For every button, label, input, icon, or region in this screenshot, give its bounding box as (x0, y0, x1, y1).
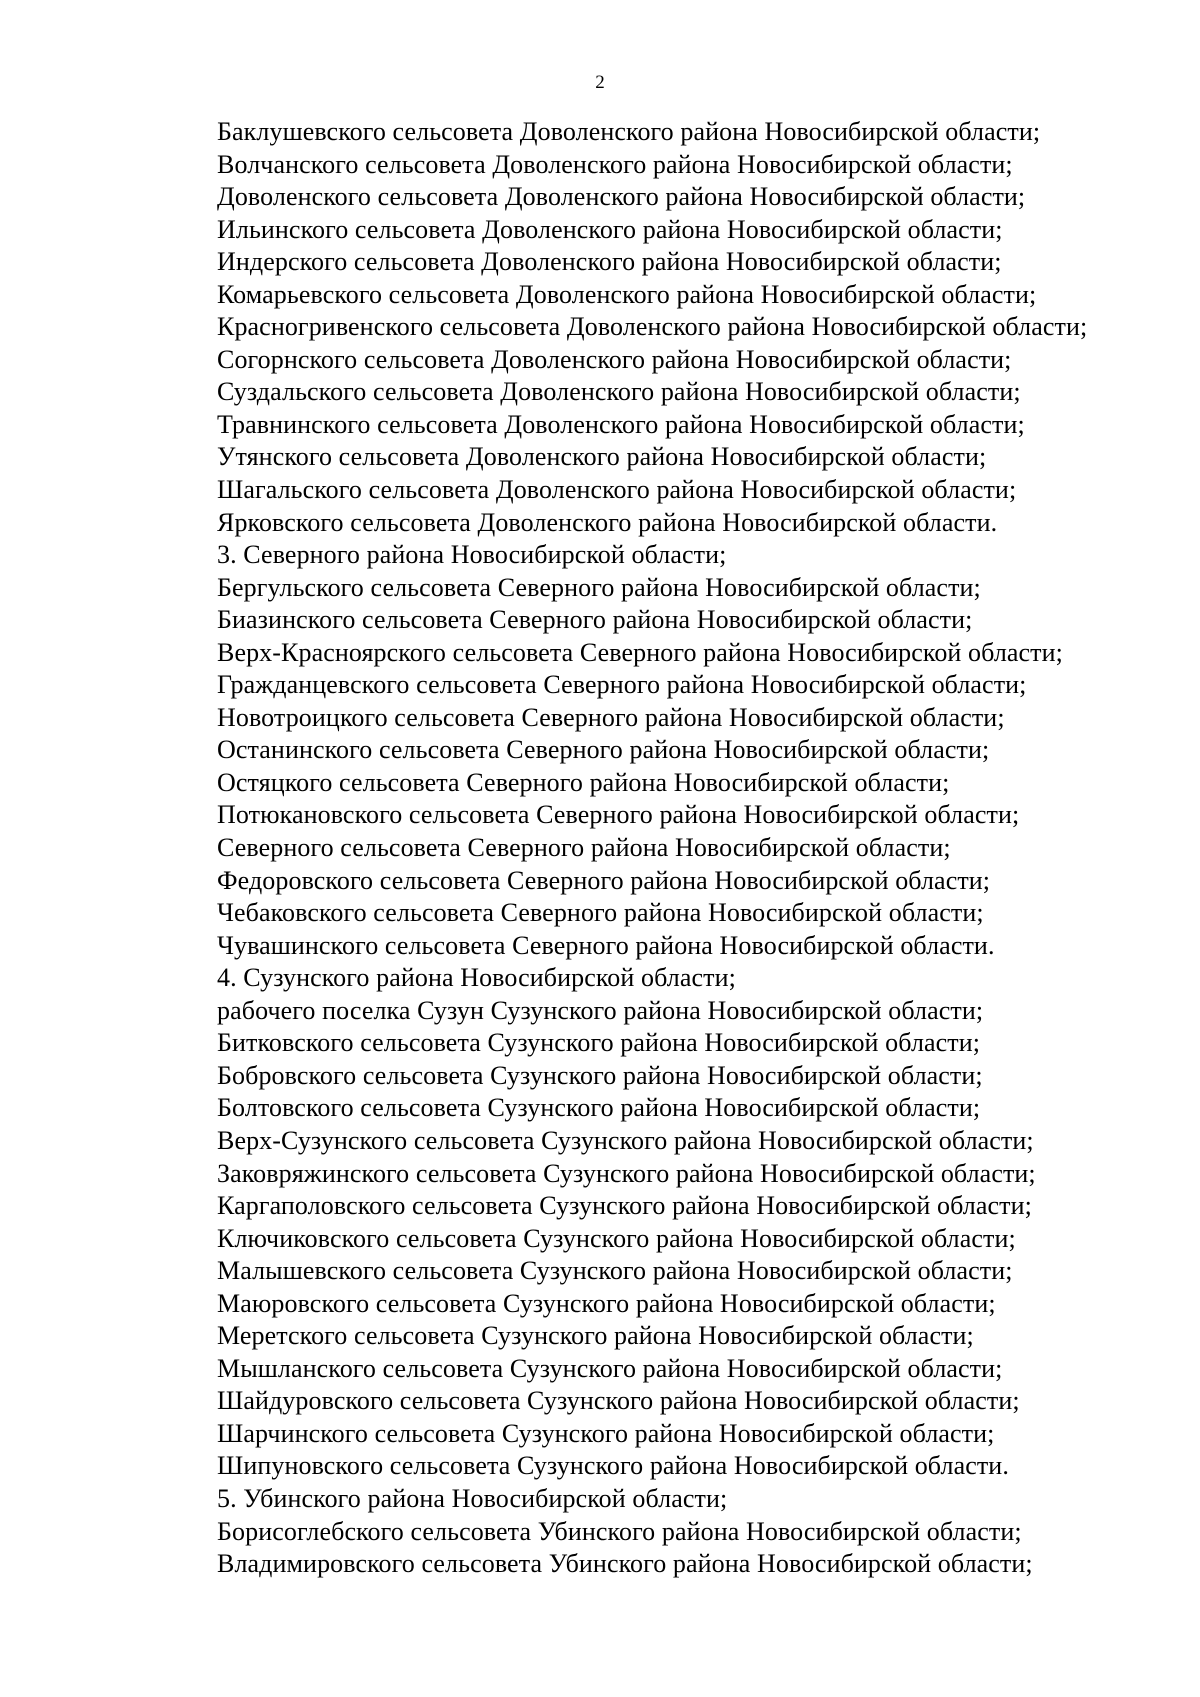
list-item: Шагальского сельсовета Доволенского района Новосибирской области; (217, 475, 1017, 505)
list-item: Бергульского сельсовета Северного района Новосибирской области; (217, 572, 981, 602)
list-item: Верх-Красноярского сельсовета Северного района Новосибирской области; (217, 637, 1063, 667)
list-item: Мышланского сельсовета Сузунского района Новосибирской области; (217, 1353, 1003, 1383)
list-item: Ильинского сельсовета Доволенского района Новосибирской области; (217, 214, 1003, 244)
list-item: Болтовского сельсовета Сузунского района Новосибирской области; (217, 1093, 981, 1123)
list-item: Остяцкого сельсовета Северного района Новосибирской области; (217, 767, 950, 797)
list-item: Баклушевского сельсовета Доволенского района Новосибирской области; (217, 117, 1041, 146)
list-item: Борисоглебского сельсовета Убинского района Новосибирской области; (217, 1516, 1022, 1546)
list-item: Доволенского сельсовета Доволенского района Новосибирской области; (217, 182, 1026, 212)
list-item: Верх-Сузунского сельсовета Сузунского района Новосибирской области; (217, 1125, 1034, 1155)
list-item: Каргаполовского сельсовета Сузунского района Новосибирской области; (217, 1191, 1032, 1221)
list-item: Новотроицкого сельсовета Северного района Новосибирской области; (217, 702, 1005, 732)
list-item: Красногривенского сельсовета Доволенского района Новосибирской области; (217, 312, 1088, 342)
list-item: Гражданцевского сельсовета Северного района Новосибирской области; (217, 670, 1027, 700)
list-item: Индерского сельсовета Доволенского района Новосибирской области; (217, 247, 1002, 277)
list-item: Травнинского сельсовета Доволенского района Новосибирской области; (217, 409, 1025, 439)
list-item: 4. Сузунского района Новосибирской области; (217, 963, 736, 993)
list-item: Шарчинского сельсовета Сузунского района Новосибирской области; (217, 1418, 995, 1448)
list-item: Маюровского сельсовета Сузунского района Новосибирской области; (217, 1288, 996, 1318)
list-item: 3. Северного района Новосибирской области; (217, 540, 727, 570)
municipality-list (217, 116, 1087, 1581)
list-item: Суздальского сельсовета Доволенского района Новосибирской области; (217, 377, 1021, 407)
list-item: Потюкановского сельсовета Северного района Новосибирской области; (217, 800, 1020, 830)
list-item: Утянского сельсовета Доволенского района Новосибирской области; (217, 442, 987, 472)
list-item: Ключиковского сельсовета Сузунского района Новосибирской области; (217, 1223, 1016, 1253)
list-item: Северного сельсовета Северного района Новосибирской области; (217, 833, 951, 863)
list-item: Останинского сельсовета Северного района Новосибирской области; (217, 735, 990, 765)
list-item: Чебаковского сельсовета Северного района Новосибирской области; (217, 898, 984, 928)
list-item: Заковряжинского сельсовета Сузунского района Новосибирской области; (217, 1158, 1036, 1188)
list-item: Меретского сельсовета Сузунского района Новосибирской области; (217, 1321, 974, 1351)
list-item: Битковского сельсовета Сузунского района Новосибирской области; (217, 1028, 981, 1058)
list-item: рабочего поселка Сузун Сузунского района Новосибирской области; (217, 995, 984, 1025)
list-item: Федоровского сельсовета Северного района Новосибирской области; (217, 865, 991, 895)
list-item: Чувашинского сельсовета Северного района Новосибирской области. (217, 930, 995, 960)
list-item: Малышевского сельсовета Сузунского района Новосибирской области; (217, 1256, 1013, 1286)
list-item: Согорнского сельсовета Доволенского района Новосибирской области; (217, 344, 1012, 374)
list-item: Ярковского сельсовета Доволенского района Новосибирской области. (217, 507, 998, 537)
list-item: Комарьевского сельсовета Доволенского района Новосибирской области; (217, 279, 1037, 309)
list-item: Бобровского сельсовета Сузунского района Новосибирской области; (217, 1060, 983, 1090)
list-item: Владимировского сельсовета Убинского района Новосибирской области; (217, 1549, 1033, 1579)
list-item: Шипуновского сельсовета Сузунского района Новосибирской области. (217, 1451, 1009, 1481)
list-item: 5. Убинского района Новосибирской области; (217, 1483, 728, 1513)
page-number: 2 (595, 72, 605, 93)
list-item: Биазинского сельсовета Северного района Новосибирской области; (217, 605, 973, 635)
list-item: Шайдуровского сельсовета Сузунского района Новосибирской области; (217, 1386, 1020, 1416)
list-item: Волчанского сельсовета Доволенского района Новосибирской области; (217, 149, 1013, 179)
